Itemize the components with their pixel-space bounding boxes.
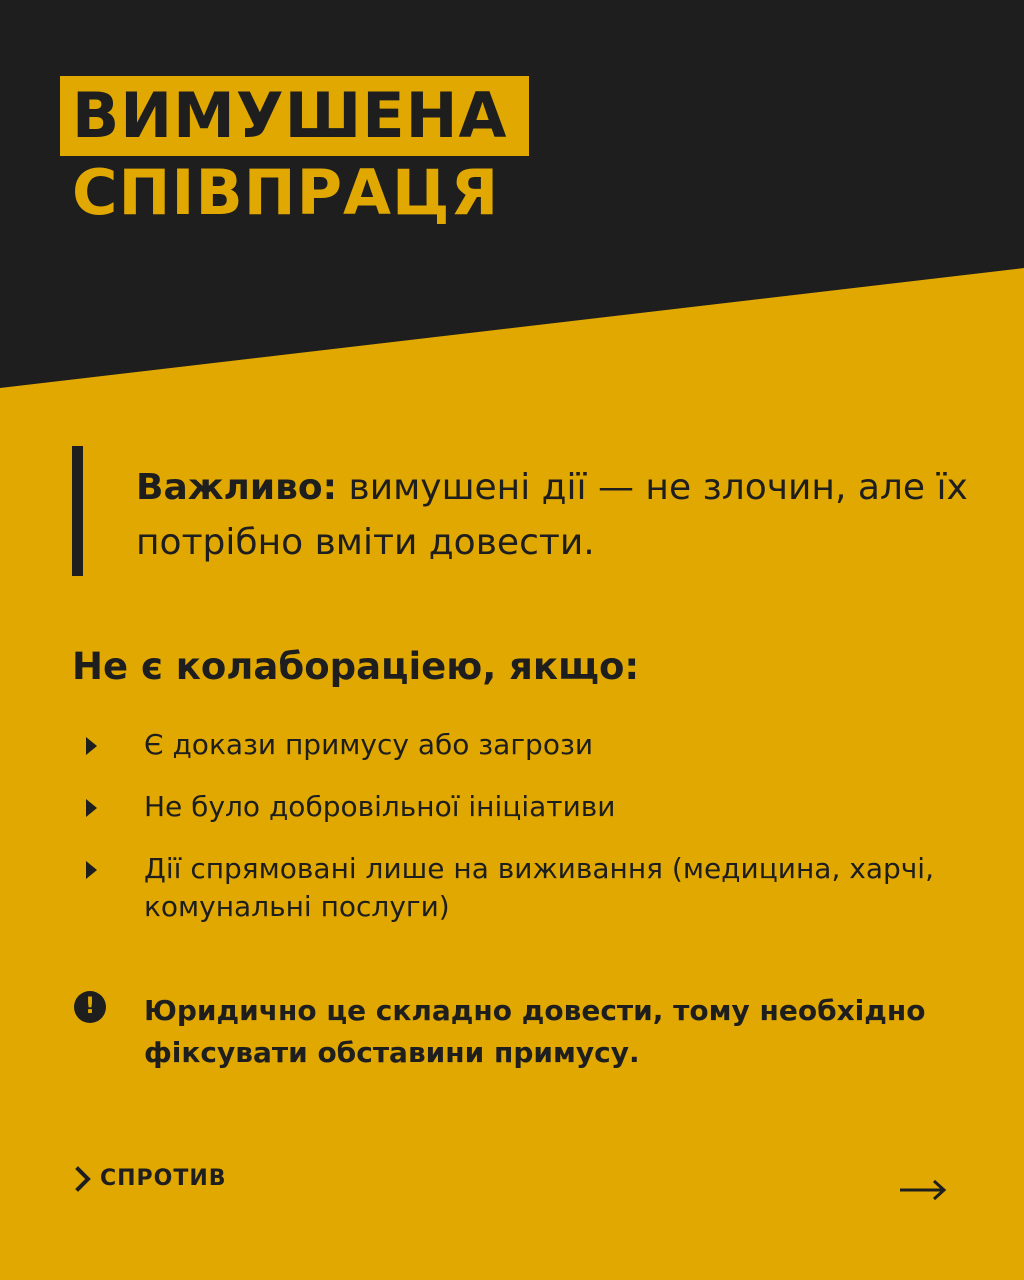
page-title [60, 76, 529, 230]
triangle-bullet-icon [86, 799, 97, 817]
arrow-right-icon [898, 1176, 948, 1204]
list-item-text: Є докази примусу або загрози [144, 728, 594, 761]
quote-label: Важливо: [136, 467, 338, 508]
list-item-text: Дії спрямовані лише на виживання (медицина, харчі, комунальні послуги) [144, 852, 934, 923]
brand-logo [74, 1164, 227, 1194]
chevron-right-icon [74, 1166, 92, 1192]
section-heading: Не є колабораціею, якщо: [72, 645, 640, 688]
quote-bar [72, 446, 83, 576]
list-item [80, 726, 960, 764]
conditions-list [80, 726, 960, 950]
legal-note: Юридично це складно довести, тому необхідно фіксувати обставини примусу. [144, 994, 926, 1069]
important-quote [136, 460, 976, 570]
title-line-1: ВИМУШЕНА [60, 76, 529, 156]
next-arrow-button[interactable] [898, 1176, 948, 1204]
triangle-bullet-icon [86, 737, 97, 755]
list-item [80, 850, 960, 926]
triangle-bullet-icon [86, 861, 97, 879]
brand-name: СПРОТИВ [100, 1166, 227, 1191]
list-item-text: Не було добровільної ініціативи [144, 790, 616, 823]
quote-body: вимушені дії — не злочин, але їх потрібно вміти довести. [136, 467, 968, 563]
exclamation-circle-icon: ! [74, 991, 106, 1023]
title-line-2: СПІВПРАЦЯ [72, 156, 500, 229]
list-item [80, 788, 960, 826]
